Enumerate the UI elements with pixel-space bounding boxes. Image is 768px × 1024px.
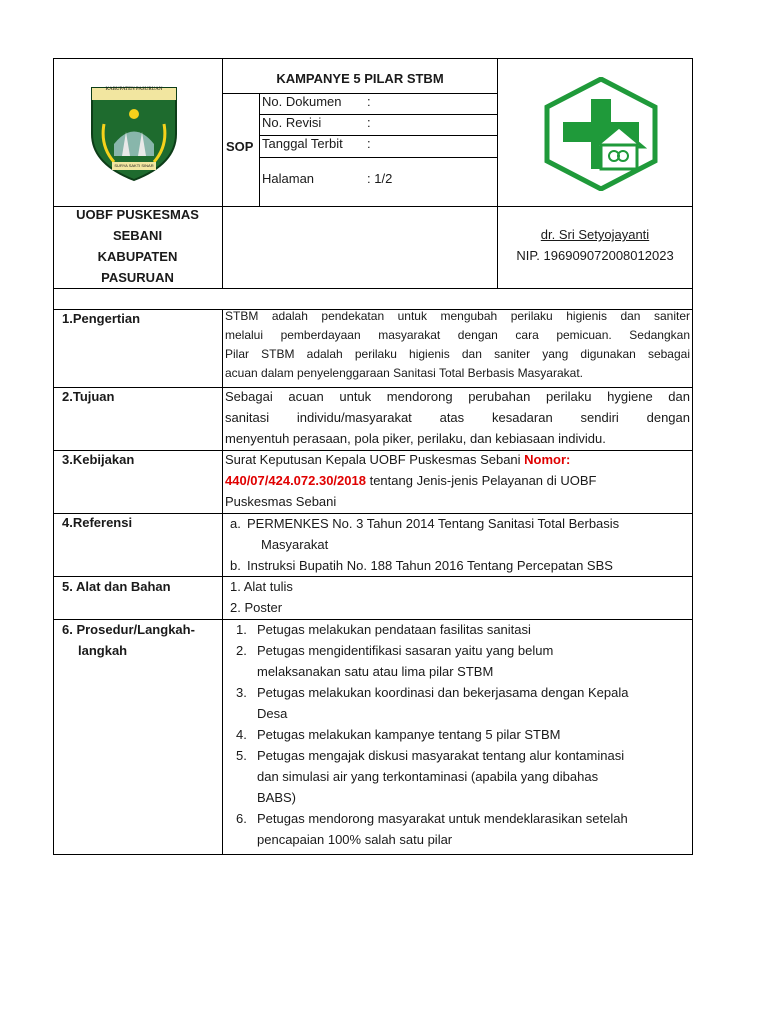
section-pengertian-text [225,307,690,383]
prosedur-item-3-marker: 3. [236,685,247,700]
prosedur-item-4-line-1: Petugas melakukan kampanye tentang 5 pilar STBM [257,727,561,742]
prosedur-item-2-line-2: melaksanakan satu atau lima pilar STBM [257,664,494,679]
section-referensi-label: 4.Referensi [62,515,133,530]
kebijakan-line-2 [225,470,596,491]
pengertian-line-4: acuan dalam penyelenggaraan Sanitasi Total Berbasis Masyarakat. [225,366,583,380]
prosedur-item-3-line-2: Desa [257,706,288,721]
prosedur-item-5-line-3: BABS) [257,790,297,805]
document-title: KAMPANYE 5 PILAR STBM [276,71,444,86]
prosedur-item-6-line-2: pencapaian 100% salah satu pilar [257,832,453,847]
field-tanggal-terbit-value: : [367,136,371,151]
referensi-item-a-line-1: PERMENKES No. 3 Tahun 2014 Tentang Sanitasi Total Berbasis [247,516,620,531]
alat-item-2: 2. Poster [230,600,283,615]
field-no-dokumen-label: No. Dokumen [262,94,342,109]
org-line-2: SEBANI [112,228,163,243]
prosedur-item-3-line-1: Petugas melakukan koordinasi dan bekerjasama dengan Kepala [257,685,629,700]
field-halaman-value: : 1/2 [367,171,393,186]
section-prosedur-label-1: 6. Prosedur/Langkah- [62,622,195,637]
tujuan-line-3: menyentuh perasaan, pola piker, perilaku, dan kebiasaan individu. [225,431,606,446]
field-no-revisi-value: : [367,115,371,130]
org-line-3: KABUPATEN [97,249,178,264]
referensi-item-a-marker: a. [230,516,241,531]
prosedur-item-5-line-2: dan simulasi air yang terkontaminasi (apabila yang dibahas [257,769,599,784]
section-alat-label: 5. Alat dan Bahan [62,579,171,594]
signer-nip: NIP. 196909072008012023 [516,248,674,263]
sop-label: SOP [226,139,254,154]
field-tanggal-terbit-label: Tanggal Terbit [262,136,343,151]
pengertian-line-3: Pilar STBM adalah perilaku higienis dan saniter yang digunakan sebagai [225,347,690,361]
prosedur-item-2-marker: 2. [236,643,247,658]
tujuan-line-1: Sebagai acuan untuk mendorong perubahan perilaku hygiene dan [225,389,690,404]
kebijakan-line-1-text: Surat Keputusan Kepala UOBF Puskesmas Sebani [225,452,525,467]
section-kebijakan-label: 3.Kebijakan [62,452,135,467]
prosedur-item-5-line-1: Petugas mengajak diskusi masyarakat tentang alur kontaminasi [257,748,625,763]
prosedur-item-4-marker: 4. [236,727,247,742]
crest-banner-text: KABUPATEN PASURUAN [105,87,163,92]
kebijakan-line-1 [225,449,570,470]
referensi-item-b-marker: b. [230,558,241,573]
kebijakan-line-3: Puskesmas Sebani [225,494,337,509]
section-pengertian-label: 1.Pengertian [62,311,141,326]
section-tujuan-label: 2.Tujuan [62,389,115,404]
field-no-dokumen-value: : [367,94,371,109]
section-prosedur-label-2: langkah [78,643,128,658]
kebijakan-nomor-label: Nomor: [524,452,571,467]
kebijakan-nomor-value: 440/07/424.072.30/2018 [225,473,366,488]
pengertian-line-2: melalui pemberdayaan masyarakat dengan cara pemicuan. Sedangkan [225,328,690,342]
prosedur-item-1-marker: 1. [236,622,247,637]
prosedur-item-6-marker: 6. [236,811,247,826]
organization-name [53,204,222,288]
prosedur-item-1-line-1: Petugas melakukan pendataan fasilitas sanitasi [257,622,531,637]
referensi-item-b-line-1: Instruksi Bupatih No. 188 Tahun 2016 Tentang Percepatan SBS [247,558,613,573]
signer-name: dr. Sri Setyojayanti [540,227,650,242]
section-tujuan-text [225,386,690,449]
org-line-4: PASURUAN [101,270,174,285]
prosedur-item-2-line-1: Petugas mengidentifikasi sasaran yaitu yang belum [257,643,554,658]
org-line-1: UOBF PUSKESMAS [76,207,199,222]
field-no-revisi-label: No. Revisi [262,115,322,130]
alat-item-1: 1. Alat tulis [230,579,293,594]
puskesmas-logo [543,77,659,191]
referensi-item-a-line-2: Masyarakat [261,537,329,552]
tujuan-line-2: sanitasi individu/masyarakat atas kesadaran sendiri dengan [225,410,690,425]
crest-motto-text: SURYA SAKTI SINAR [114,163,154,168]
pengertian-line-1: STBM adalah pendekatan untuk mengubah perilaku higienis dan saniter [225,309,690,323]
field-halaman-label: Halaman [262,171,315,186]
prosedur-item-6-line-1: Petugas mendorong masyarakat untuk mendeklarasikan setelah [257,811,628,826]
kebijakan-line-2-text: tentang Jenis-jenis Pelayanan di UOBF [365,473,597,488]
prosedur-item-5-marker: 5. [236,748,247,763]
